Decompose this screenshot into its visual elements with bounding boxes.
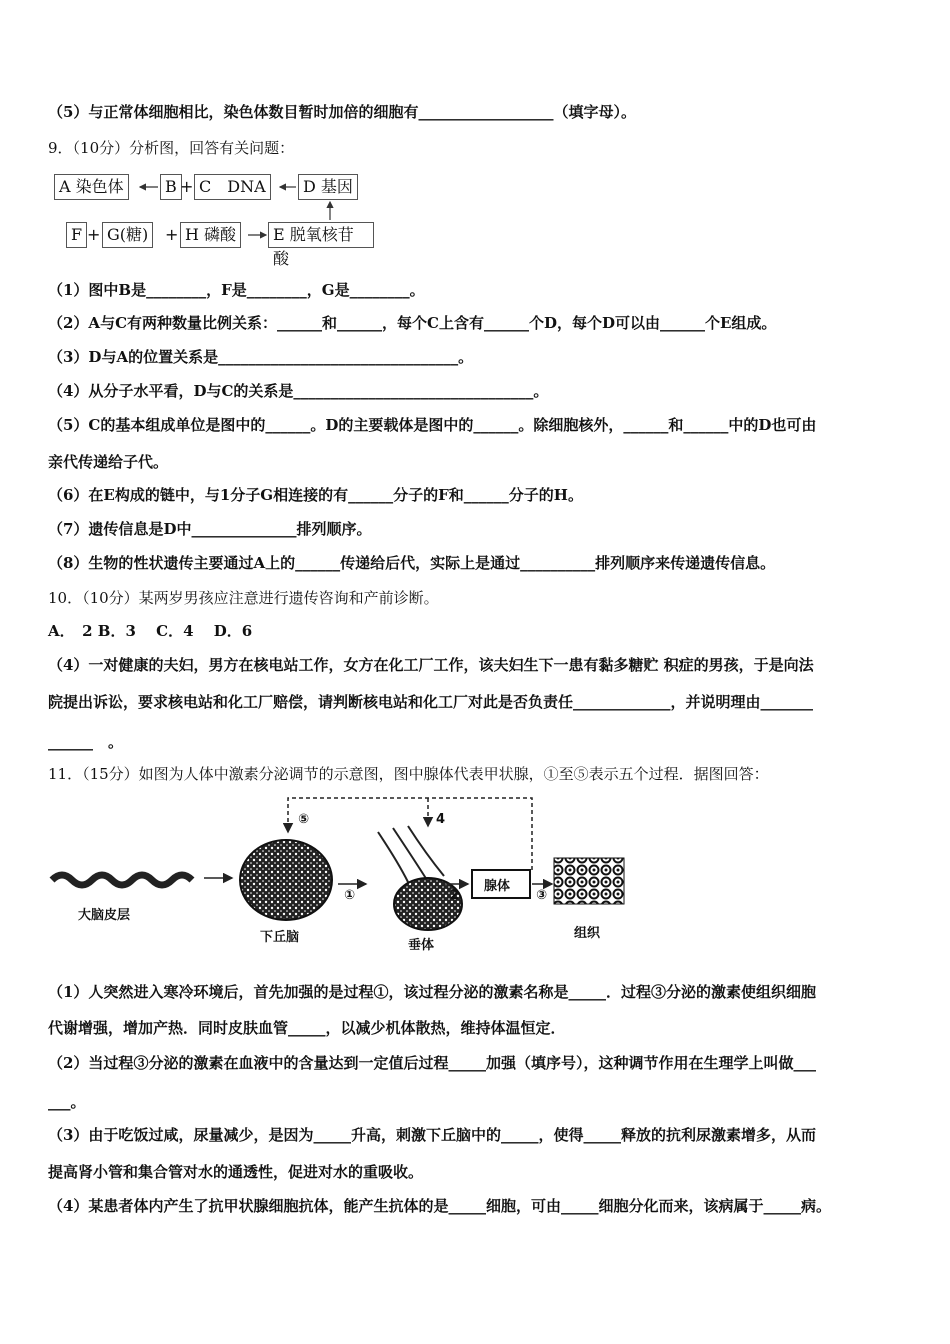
q11-sub2-cont: ___。 (48, 1093, 86, 1111)
pituitary-label: 垂体 (408, 938, 435, 953)
process-3-label: ③ (536, 888, 548, 903)
q8-sub5: （5）与正常体细胞相比，染色体数目暂时加倍的细胞有__________________（填字母）。 (48, 103, 636, 121)
q10-heading: 10．（10分）某两岁男孩应注意进行遗传咨询和产前诊断。 (48, 589, 439, 607)
box-e-nucleotide: E 脱氧核苷酸 (268, 222, 374, 248)
plus-sign: + (165, 225, 179, 244)
process-1-label: ① (344, 888, 356, 903)
gland-label: 腺体 (484, 879, 511, 894)
q9-sub6: （6）在E构成的链中，与1分子G相连接的有______分子的F和______分子的H。 (48, 486, 583, 504)
box-h-phosphate: H 磷酸 (180, 222, 241, 248)
diagram2-drawing (48, 792, 638, 952)
plus-sign: + (87, 225, 101, 244)
q11-sub2: （2）当过程③分泌的激素在血液中的含量达到一定值后过程_____加强（填序号），这种调节作用在生理学上叫做___ (48, 1054, 816, 1072)
q9-sub2: （2）A与C有两种数量比例关系：______和______，每个C上含有______个D，每个D可以由______个E组成。 (48, 314, 777, 332)
hormone-regulation-diagram (48, 792, 638, 952)
box-f: F (66, 222, 87, 248)
box-b: B (160, 174, 182, 200)
q9-sub5-cont: 亲代传递给子代。 (48, 453, 169, 471)
box-g-sugar: G(糖) (102, 222, 153, 248)
q10-sub4-cont: 院提出诉讼，要求核电站和化工厂赔偿，请判断核电站和化工厂对此是否负责任_____________，并说明理由_______ (48, 693, 814, 711)
q10-sub4: （4）一对健康的夫妇，男方在核电站工作，女方在化工厂工作，该夫妇生下一患有黏多糖贮 积症的男孩，于是向法 (48, 656, 814, 674)
diagram1-arrows (54, 168, 374, 252)
hypothalamus-label: 下丘脑 (260, 930, 300, 945)
q11-sub1: （1）人突然进入寒冷环境后，首先加强的是过程①，该过程分泌的激素名称是_____．过程③分泌的激素使组织细胞 (48, 983, 816, 1001)
cortex-label: 大脑皮层 (78, 908, 131, 923)
dna-concept-diagram (54, 168, 374, 268)
q11-sub1-cont: 代谢增强，增加产热．同时皮肤血管_____，以减少机体散热，维持体温恒定． (48, 1019, 566, 1037)
box-d-gene: D 基因 (298, 174, 358, 200)
q11-sub4: （4）某患者体内产生了抗甲状腺细胞抗体，能产生抗体的是_____细胞，可由_____细胞分化而来，该病属于_____病。 (48, 1197, 831, 1215)
process-2-label: 2 (450, 888, 460, 903)
box-c-dna: C DNA (194, 174, 271, 200)
q10-sub4-cont2: ______ 。 (48, 733, 124, 751)
q11-sub3-cont: 提高肾小管和集合管对水的通透性，促进对水的重吸收。 (48, 1163, 424, 1181)
process-4-label: 4 (436, 812, 446, 827)
process-5-label: ⑤ (298, 812, 310, 827)
q9-sub8: （8）生物的性状遗传主要通过A上的______传递给后代，实际上是通过__________排列顺序来传递遗传信息。 (48, 554, 776, 572)
q9-sub7: （7）遗传信息是D中______________排列顺序。 (48, 520, 372, 538)
q9-heading: 9．（10分）分析图，回答有关问题： (48, 139, 295, 157)
q9-sub4: （4）从分子水平看，D与C的关系是________________________________。 (48, 382, 549, 400)
q9-sub3: （3）D与A的位置关系是________________________________。 (48, 348, 474, 366)
q10-options: A． 2 B．3 C．4 D．6 (48, 622, 253, 640)
q11-heading: 11．（15分）如图为人体中激素分泌调节的示意图，图中腺体代表甲状腺，①至⑤表示五个过程．据图回答： (48, 765, 769, 783)
box-a-chromosome: A 染色体 (54, 174, 129, 200)
q11-sub3: （3）由于吃饭过咸，尿量减少，是因为_____升高，刺激下丘脑中的_____，使得_____释放的抗利尿激素增多，从而 (48, 1126, 816, 1144)
q9-sub5: （5）C的基本组成单位是图中的______。D的主要载体是图中的______。除细胞核外，______和______中的D也可由 (48, 416, 817, 434)
q9-sub1: （1）图中B是________，F是________，G是________。 (48, 281, 425, 299)
plus-sign: + (180, 177, 194, 196)
tissue-label: 组织 (574, 926, 601, 941)
